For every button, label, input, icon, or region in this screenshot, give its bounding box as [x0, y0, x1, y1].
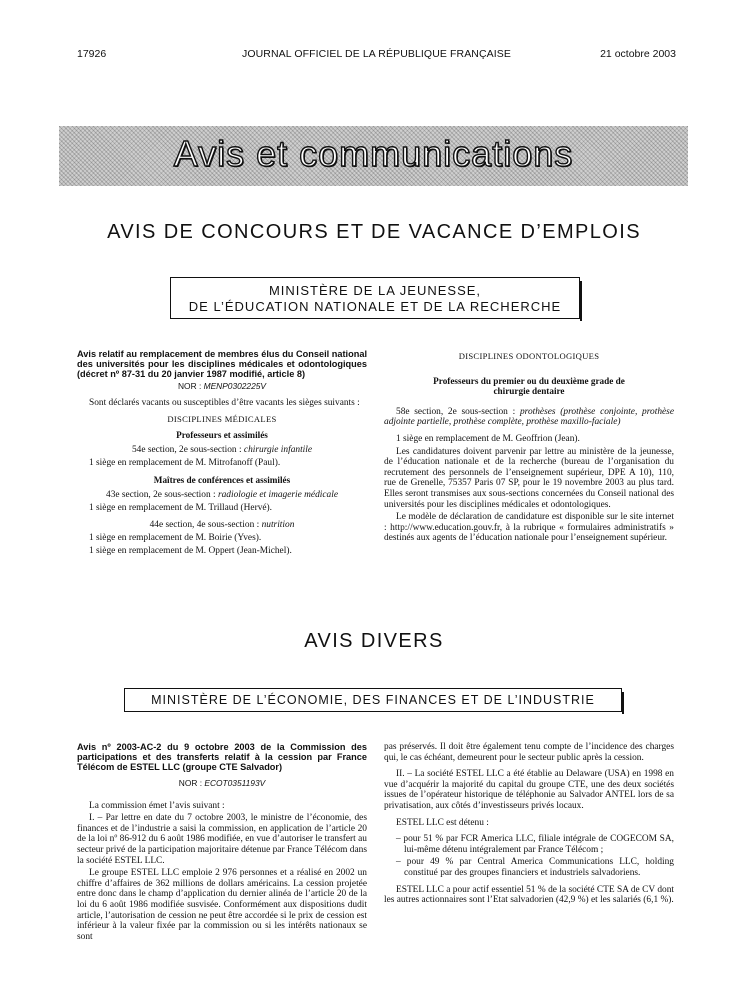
left-column-1	[77, 349, 367, 558]
professeurs-chirurgie-heading: Professeurs du premier ou du deuxième grade de chirurgie dentaire	[433, 375, 625, 397]
section-44-seat-2: 1 siège en remplacement de M. Oppert (Jean-Michel).	[89, 545, 292, 556]
section-43-subject: radiologie et imagerie médicale	[217, 490, 338, 501]
section-44-prefix: 44e section, 4e sous-section :	[149, 520, 260, 531]
section-43-prefix: 43e section, 2e sous-section :	[106, 490, 216, 501]
section-58-seat: 1 siège en remplacement de M. Geoffrion (Jean).	[396, 433, 580, 444]
section-heading-avis-divers: AVIS DIVERS	[304, 630, 444, 652]
section-heading-concours: AVIS DE CONCOURS ET DE VACANCE D’EMPLOIS	[107, 221, 641, 243]
disciplines-medicales-heading: DISCIPLINES MÉDICALES	[167, 414, 277, 425]
nor-label-2: NOR :	[178, 778, 203, 788]
avis-title: Avis nº 2003-AC-2 du 9 octobre 2003 de la Commission des participations et des transferts relatif à la cession par France Télécom de ESTEL LLC (groupe CTE Salvador)	[77, 742, 367, 772]
paragraph-continuation: pas préservés. Il doit être également tenu compte de l’incidence des charges qui, le cas échéant, demeurent pour le secteur public après la cession.	[384, 742, 674, 763]
paragraph-ii: II. – La société ESTEL LLC a été établie au Delaware (USA) en 1998 en vue d’acquérir la majorité du capital du groupe CTE, une des deux sociétés issues de l’opérateur historique de téléphonie au Salvador ANTEL lors de sa privatisation, aux côtés d’investisseurs privés locaux.	[384, 769, 674, 811]
nor-reference	[77, 381, 367, 392]
right-column-2	[384, 742, 674, 908]
section-58-line	[384, 407, 674, 428]
section-54-seat: 1 siège en remplacement de M. Mitrofanoff (Paul).	[89, 457, 281, 468]
bullet-central-america: – pour 49 % par Central America Communications LLC, holding constitué par des groupes financiers et industriels salvadoriens.	[396, 857, 674, 878]
disciplines-odontologiques-heading: DISCIPLINES ODONTOLOGIQUES	[458, 351, 600, 361]
section-44-subject: nutrition	[261, 520, 295, 531]
bullet-fcr-america: – pour 51 % par FCR America LLC, filiale intégrale de COGECOM SA, lui-même détenu intégralement par France Télécom ;	[396, 834, 674, 855]
paragraph-i: I. – Par lettre en date du 7 octobre 2003, le ministre de l’économie, des finances et de l’industrie a saisi la commission, en application de l’article 20 de la loi nº 86-912 du 6 août 1986 modifiée, en vue d’autoriser le transfert au secteur privé de la participation majoritaire détenue par France Télécom dans la société ESTEL LLC.	[77, 813, 367, 866]
section-43-seat: 1 siège en remplacement de M. Trillaud (Hervé).	[89, 502, 273, 513]
paragraph-actif-essentiel: ESTEL LLC a pour actif essentiel 51 % de la société CTE SA de CV dont les autres actionnaires sont l’Etat salvadorien (42,9 %) et les salariés (6,1 %).	[384, 884, 674, 906]
ministry-economie-line: MINISTÈRE DE L’ÉCONOMIE, DES FINANCES ET DE L’INDUSTRIE	[151, 693, 595, 707]
running-header	[77, 48, 676, 64]
modele-declaration-paragraph: Le modèle de déclaration de candidature est disponible sur le site internet : http://www.education.gouv.fr, à la rubrique « formulaires administratifs » destinés aux agents de l’éducation nationale pour l’enseignement supérieur.	[384, 512, 674, 544]
section-54-line	[77, 445, 367, 456]
journal-title: JOURNAL OFFICIEL DE LA RÉPUBLIQUE FRANÇAISE	[242, 48, 511, 60]
section-58-subject: prothèses (prothèse conjointe, prothèse adjointe partielle, prothèse complète, prothèse maxillo-faciale)	[384, 406, 674, 428]
section-43-line	[77, 490, 367, 501]
nor-label: NOR :	[178, 381, 202, 391]
section-58-prefix: 58e section, 2e sous-section :	[396, 406, 516, 417]
ministry-box-education	[170, 277, 580, 319]
section-banner	[59, 126, 688, 186]
professeurs-heading: Professeurs et assimilés	[176, 429, 268, 440]
ministry-line-1: MINISTÈRE DE LA JEUNESSE,	[268, 283, 482, 298]
section-54-subject: chirurgie infantile	[243, 445, 313, 456]
section-54-prefix: 54e section, 2e sous-section :	[131, 445, 242, 456]
right-column-1	[384, 351, 674, 546]
maitres-heading: Maîtres de conférences et assimilés	[153, 474, 291, 485]
nor-code: MENP0302225V	[203, 381, 266, 391]
issue-date: 21 octobre 2003	[600, 48, 676, 60]
commission-intro: La commission émet l’avis suivant :	[89, 800, 225, 811]
estel-detenu: ESTEL LLC est détenu :	[396, 817, 489, 828]
ministry-line-2: DE L’ÉDUCATION NATIONALE ET DE LA RECHERCHE	[188, 299, 562, 314]
notice-title: Avis relatif au remplacement de membres élus du Conseil national des universités pour les disciplines médicales et odontologiques (décret nº 87-31 du 20 janvier 1987 modifié, article 8)	[77, 349, 367, 379]
banner-title: Avis et communications	[173, 133, 574, 174]
left-column-2	[77, 742, 367, 944]
paragraph-groupe-estel: Le groupe ESTEL LLC emploie 2 976 personnes et a réalisé en 2002 un chiffre d’affaires de 362 millions de dollars américains. La cession projetée entre donc dans le champ d’application du dernier alinéa de l’article 20 de la loi du 6 août 1986 modifiée susvisée. Conformément aux dispositions dudit article, l’autorisation de cession ne peut être accordée si le prix de cession est inférieur à la valeur fixée par la commission ou si les intérêts nationaux se sont	[77, 868, 367, 942]
candidatures-paragraph: Les candidatures doivent parvenir par lettre au ministère de la jeunesse, de l’éducation nationale et de la recherche (bureau de l’organisation du recrutement des personnels de l’enseignement supérieur, DPE A 10), 110, rue de Grenelle, 75357 Paris 07 SP, pour le 19 novembre 2003 au plus tard. Elles seront transmises aux sous-sections concernées du Conseil national des universités pour les disciplines médicales et odontologiques.	[384, 446, 674, 510]
section-44-line	[77, 520, 367, 531]
intro-paragraph: Sont déclarés vacants ou susceptibles d’être vacants les sièges suivants :	[89, 397, 360, 408]
ministry-box-economie	[124, 688, 622, 712]
nor-reference-2	[77, 778, 367, 789]
page-number: 17926	[77, 48, 107, 60]
nor-code-2: ECOT0351193V	[204, 778, 266, 788]
section-44-seat-1: 1 siège en remplacement de M. Boirie (Yves).	[89, 532, 262, 543]
